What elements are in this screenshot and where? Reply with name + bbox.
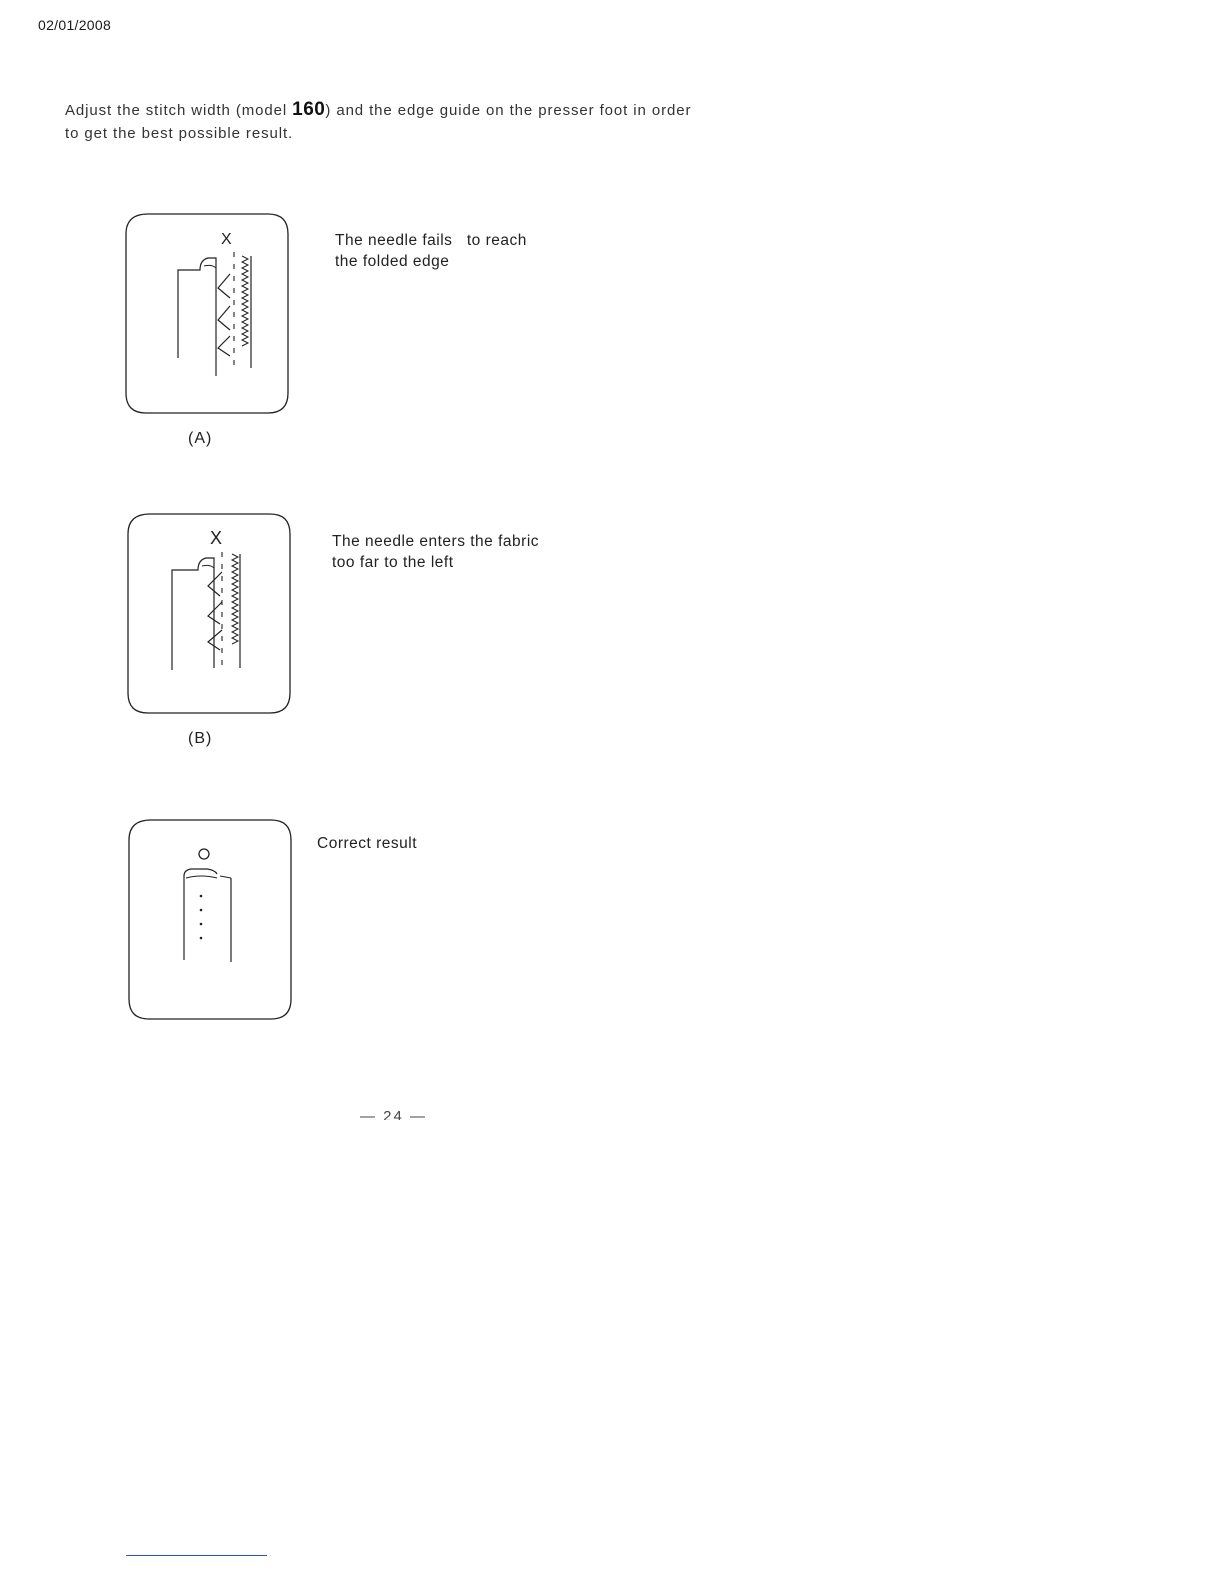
frame-c — [129, 820, 291, 1019]
intro-text-start: Adjust the stitch width (model — [65, 102, 293, 119]
document-date: 02/01/2008 — [38, 17, 112, 33]
page-number: — 24 — — [360, 1108, 428, 1120]
intro-paragraph — [65, 98, 785, 145]
intro-text-end: ) and the edge guide on the presser foot in order — [325, 102, 692, 119]
footer-link-line[interactable] — [126, 1555, 267, 1556]
caption-a: (A) — [188, 430, 213, 447]
frame-a — [126, 214, 288, 413]
model-number: 160 — [292, 99, 326, 120]
figure-b-illustration — [122, 508, 297, 720]
description-a — [335, 230, 527, 272]
needle-symbol-a: X — [221, 231, 232, 248]
needle-symbol-b: X — [210, 528, 223, 548]
description-a-line2: the folded edge — [335, 253, 450, 270]
description-b-line1: The needle enters the fabric — [332, 533, 540, 550]
description-b — [332, 531, 539, 573]
intro-text-line2: to get the best possible result. — [65, 125, 294, 142]
figure-c-illustration — [123, 814, 298, 1026]
description-a-line1: The needle fails to reach — [335, 232, 527, 249]
figure-a-illustration — [120, 208, 295, 420]
frame-b — [128, 514, 290, 713]
description-c-line1: Correct result — [317, 835, 418, 852]
description-b-line2: too far to the left — [332, 554, 454, 571]
description-c — [317, 833, 417, 854]
needle-circle — [199, 849, 209, 859]
caption-b: (B) — [188, 730, 213, 747]
